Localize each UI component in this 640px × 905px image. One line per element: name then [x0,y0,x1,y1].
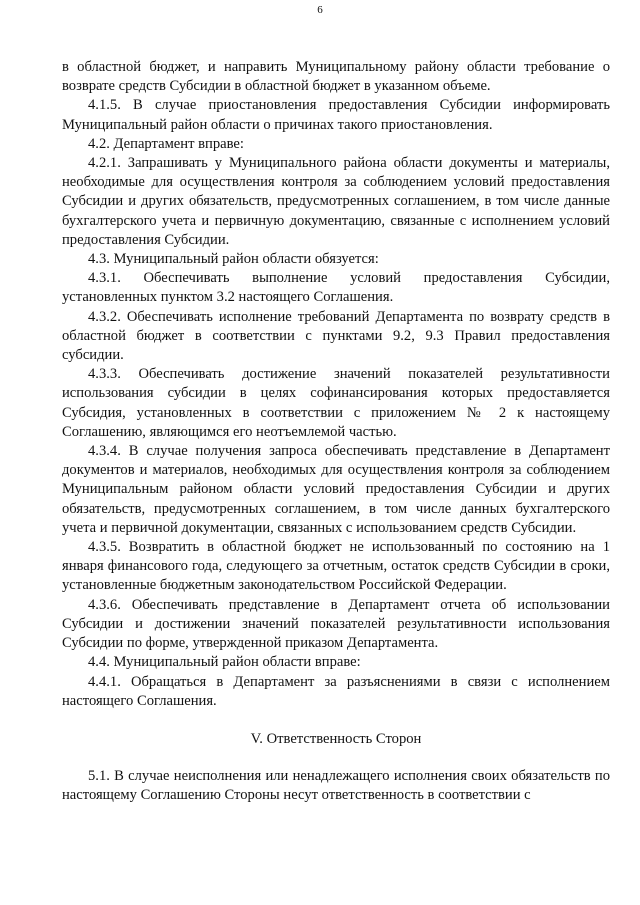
paragraph-4-3-3: 4.3.3. Обеспечивать достижение значений показателей результативности использования субсидии в целях софинансирования которых предоставляется Субсидия, установленных в соответствии с приложением № 2 к настоящему Соглашению, являющимся его неотъемлемой частью. [62,366,610,440]
paragraph-5-1: 5.1. В случае неисполнения или ненадлежащего исполнения своих обязательств по настоящему Соглашению Стороны несут ответственность в соответствии с [62,768,610,804]
page-number: 6 [317,4,323,16]
paragraph-4-2-1: 4.2.1. Запрашивать у Муниципального района области документы и материалы, необходимые для осуществления контроля за соблюдением условий предоставления Субсидии и других обязательств, предусмотренных соглашением, в том числе данные бухгалтерского учета и первичную документацию, связанные с исполнением условий предоставления Субсидии. [62,155,610,248]
paragraph-4-3-2: 4.3.2. Обеспечивать исполнение требований Департамента по возврату средств в областной бюджет в соответствии с пунктами 9.2, 9.3 Правил предоставления субсидии. [62,308,610,364]
paragraph-4-3-6: 4.3.6. Обеспечивать представление в Департамент отчета об использовании Субсидии и достижении значений показателей результативности использования Субсидии по форме, утвержденной приказом Департамента. [62,596,610,652]
paragraph-4-4-1: 4.4.1. Обращаться в Департамент за разъяснениями в связи с исполнением настоящего Соглашения. [62,673,610,709]
paragraph-4-1-5: 4.1.5. В случае приостановления предоставления Субсидии информировать Муниципальный район области о причинах такого приостановления. [62,97,610,133]
paragraph-4-2: 4.2. Департамент вправе: [88,135,244,152]
section-heading: V. Ответственность Сторон [250,730,422,747]
paragraph-4-3: 4.3. Муниципальный район области обязуется: [88,251,379,268]
document-body [62,58,610,806]
paragraph-4-4: 4.4. Муниципальный район области вправе: [88,654,361,671]
paragraph-4-3-5: 4.3.5. Возвратить в областной бюджет не использованный по состоянию на 1 января финансового года, следующего за отчетным, остаток средств Субсидии в сроки, установленные бюджетным законодательством Российской Федерации. [62,539,610,594]
paragraph-4-3-4: 4.3.4. В случае получения запроса обеспечивать представление в Департамент документов и материалов, необходимых для осуществления контроля за соблюдением Муниципальным районом области условий предоставления Субсидии и других обязательств, предусмотренных соглашением, в том числе данных бухгалтерского учета и первичной документации, связанных с использованием средств Субсидии. [62,443,610,536]
paragraph-continuation: в областной бюджет, и направить Муниципальному району области требование о возврате средств Субсидии в областной бюджет в указанном объеме. [62,59,610,95]
paragraph-4-3-1: 4.3.1. Обеспечивать выполнение условий предоставления Субсидии, установленных пунктом 3.2 настоящего Соглашения. [62,270,610,306]
